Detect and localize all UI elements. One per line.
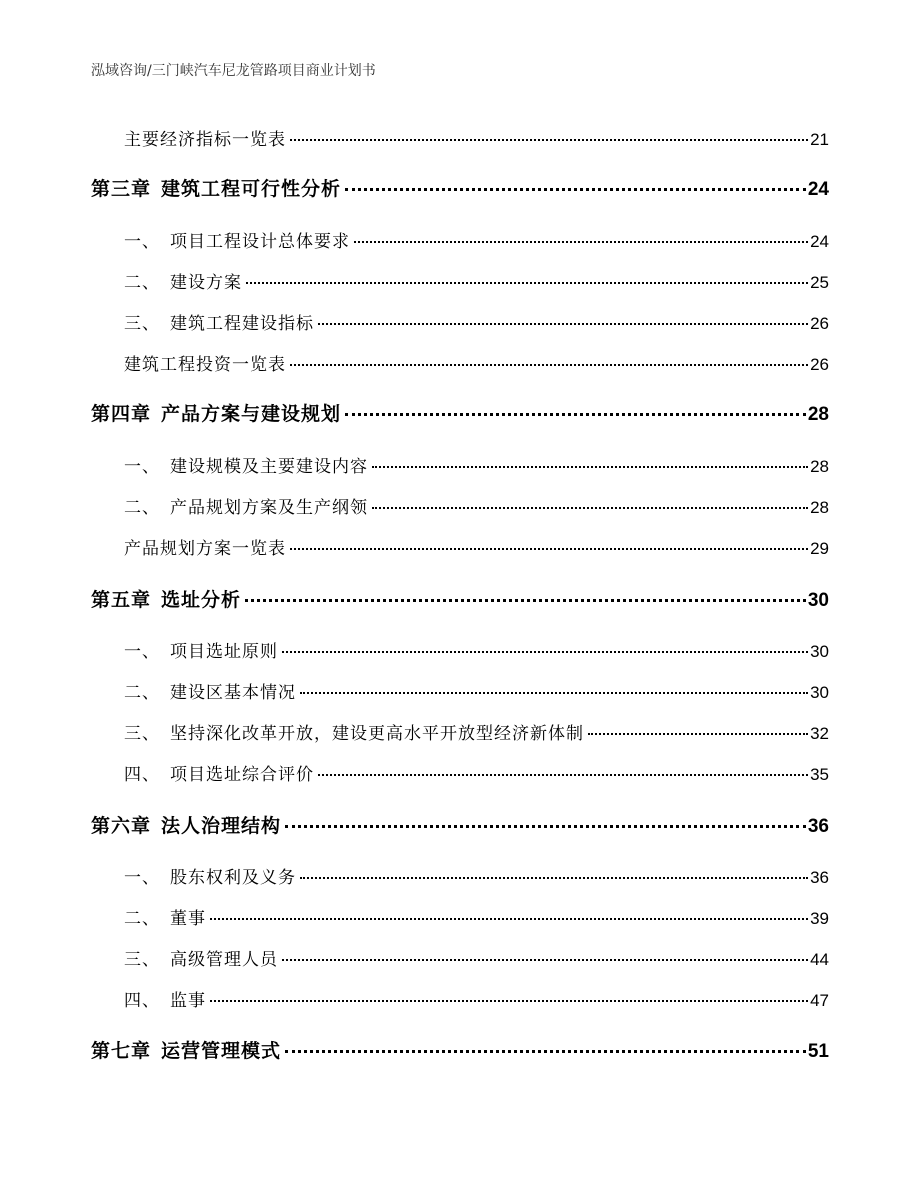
toc-entry[interactable] xyxy=(124,350,829,375)
toc-entry-title: 产品规划方案及生产纲领 xyxy=(170,498,368,518)
toc-leader-dots xyxy=(300,692,808,694)
toc-leader-dots xyxy=(318,323,808,325)
toc-page-number: 24 xyxy=(807,179,829,200)
toc-leader-dots xyxy=(290,548,808,550)
toc-entry[interactable] xyxy=(124,986,829,1011)
toc-entry[interactable] xyxy=(124,227,829,252)
toc-chapter-number: 第六章 xyxy=(91,815,152,837)
toc-leader-dots xyxy=(588,733,808,735)
toc-entry-number: 四、 xyxy=(124,991,160,1011)
toc-chapter[interactable] xyxy=(91,585,829,612)
toc-entry-number: 二、 xyxy=(124,683,160,703)
toc-leader-dots xyxy=(345,188,806,191)
toc-entry-number: 三、 xyxy=(124,950,160,970)
toc-page-number: 24 xyxy=(810,232,829,251)
toc-page-number: 28 xyxy=(807,404,829,425)
toc-page-number: 39 xyxy=(810,909,829,928)
toc-entry-title: 股东权利及义务 xyxy=(170,868,296,888)
toc-page-number: 28 xyxy=(810,498,829,517)
toc-chapter-title: 产品方案与建设规划 xyxy=(161,403,342,425)
toc-entry-title: 建设规模及主要建设内容 xyxy=(170,457,368,477)
toc-entry[interactable] xyxy=(124,493,829,518)
toc-leader-dots xyxy=(282,959,808,961)
toc-page-number: 29 xyxy=(810,539,829,558)
toc-page-number: 32 xyxy=(810,724,829,743)
toc-leader-dots xyxy=(285,825,806,828)
toc-entry-title: 董事 xyxy=(170,909,206,929)
toc-entry[interactable] xyxy=(124,904,829,929)
toc-page-number: 26 xyxy=(810,314,829,333)
toc-entry[interactable] xyxy=(124,534,829,559)
toc-leader-dots xyxy=(246,282,808,284)
toc-entry-number: 一、 xyxy=(124,457,160,477)
toc-leader-dots xyxy=(245,599,806,602)
toc-entry[interactable] xyxy=(124,760,829,785)
toc-leader-dots xyxy=(345,413,806,416)
toc-entry-number: 三、 xyxy=(124,314,160,334)
toc-entry-number: 三、 xyxy=(124,724,160,744)
toc-entry[interactable] xyxy=(124,863,829,888)
toc-entry-number: 一、 xyxy=(124,868,160,888)
toc-leader-dots xyxy=(290,139,808,141)
toc-leader-dots xyxy=(282,651,808,653)
toc-entry-title: 建筑工程建设指标 xyxy=(170,314,314,334)
toc-entry[interactable] xyxy=(124,678,829,703)
toc-chapter[interactable] xyxy=(91,174,829,201)
toc-page-number: 35 xyxy=(810,765,829,784)
toc-entry[interactable] xyxy=(124,309,829,334)
toc-entry-number: 一、 xyxy=(124,642,160,662)
toc-page-number: 36 xyxy=(810,868,829,887)
toc-entry-number: 二、 xyxy=(124,909,160,929)
toc-leader-dots xyxy=(210,918,808,920)
page-header: 泓域咨询/三门峡汽车尼龙管路项目商业计划书 xyxy=(91,63,376,79)
toc-chapter-title: 运营管理模式 xyxy=(161,1040,282,1062)
toc-entry-title: 建筑工程投资一览表 xyxy=(124,355,286,375)
toc-page-number: 47 xyxy=(810,991,829,1010)
toc-page-number: 26 xyxy=(810,355,829,374)
toc-entry-number: 一、 xyxy=(124,232,160,252)
toc-chapter-title: 法人治理结构 xyxy=(161,815,282,837)
toc-entry-title: 坚持深化改革开放，建设更高水平开放型经济新体制 xyxy=(170,724,584,744)
toc-chapter-title: 选址分析 xyxy=(161,589,242,611)
toc-leader-dots xyxy=(210,1000,808,1002)
toc-entry-title: 项目工程设计总体要求 xyxy=(170,232,350,252)
toc-page-number: 30 xyxy=(810,642,829,661)
toc-chapter[interactable] xyxy=(91,399,829,426)
toc-chapter[interactable] xyxy=(91,1036,829,1063)
toc-page-number: 44 xyxy=(810,950,829,969)
toc-leader-dots xyxy=(372,507,808,509)
toc-entry-title: 高级管理人员 xyxy=(170,950,278,970)
toc-entry[interactable] xyxy=(124,125,829,150)
toc-chapter-title: 建筑工程可行性分析 xyxy=(161,178,342,200)
toc-entry[interactable] xyxy=(124,268,829,293)
toc-entry-number: 四、 xyxy=(124,765,160,785)
toc-page-number: 30 xyxy=(807,590,829,611)
toc-chapter-number: 第四章 xyxy=(91,403,152,425)
toc-chapter[interactable] xyxy=(91,811,829,838)
toc-entry-title: 主要经济指标一览表 xyxy=(124,130,286,150)
toc-entry-title: 项目选址原则 xyxy=(170,642,278,662)
toc-page-number: 36 xyxy=(807,816,829,837)
toc-entry-title: 建设方案 xyxy=(170,273,242,293)
toc-leader-dots xyxy=(290,364,808,366)
toc-entry-title: 产品规划方案一览表 xyxy=(124,539,286,559)
toc-page-number: 21 xyxy=(810,130,829,149)
toc-entry-number: 二、 xyxy=(124,273,160,293)
toc-page-number: 30 xyxy=(810,683,829,702)
header-divider xyxy=(88,84,832,85)
toc-chapter-number: 第三章 xyxy=(91,178,152,200)
toc-leader-dots xyxy=(300,877,808,879)
toc-page-number: 51 xyxy=(807,1041,829,1062)
toc-leader-dots xyxy=(372,466,808,468)
toc-entry[interactable] xyxy=(124,637,829,662)
toc-entry-number: 二、 xyxy=(124,498,160,518)
toc-leader-dots xyxy=(285,1050,806,1053)
toc-chapter-number: 第七章 xyxy=(91,1040,152,1062)
toc-leader-dots xyxy=(354,241,808,243)
toc-page-number: 28 xyxy=(810,457,829,476)
toc-page-number: 25 xyxy=(810,273,829,292)
toc-entry[interactable] xyxy=(124,945,829,970)
toc-entry[interactable] xyxy=(124,452,829,477)
toc-leader-dots xyxy=(318,774,808,776)
toc-entry-title: 监事 xyxy=(170,991,206,1011)
toc-entry-title: 建设区基本情况 xyxy=(170,683,296,703)
toc-entry[interactable] xyxy=(124,719,829,744)
toc-entry-title: 项目选址综合评价 xyxy=(170,765,314,785)
toc-chapter-number: 第五章 xyxy=(91,589,152,611)
